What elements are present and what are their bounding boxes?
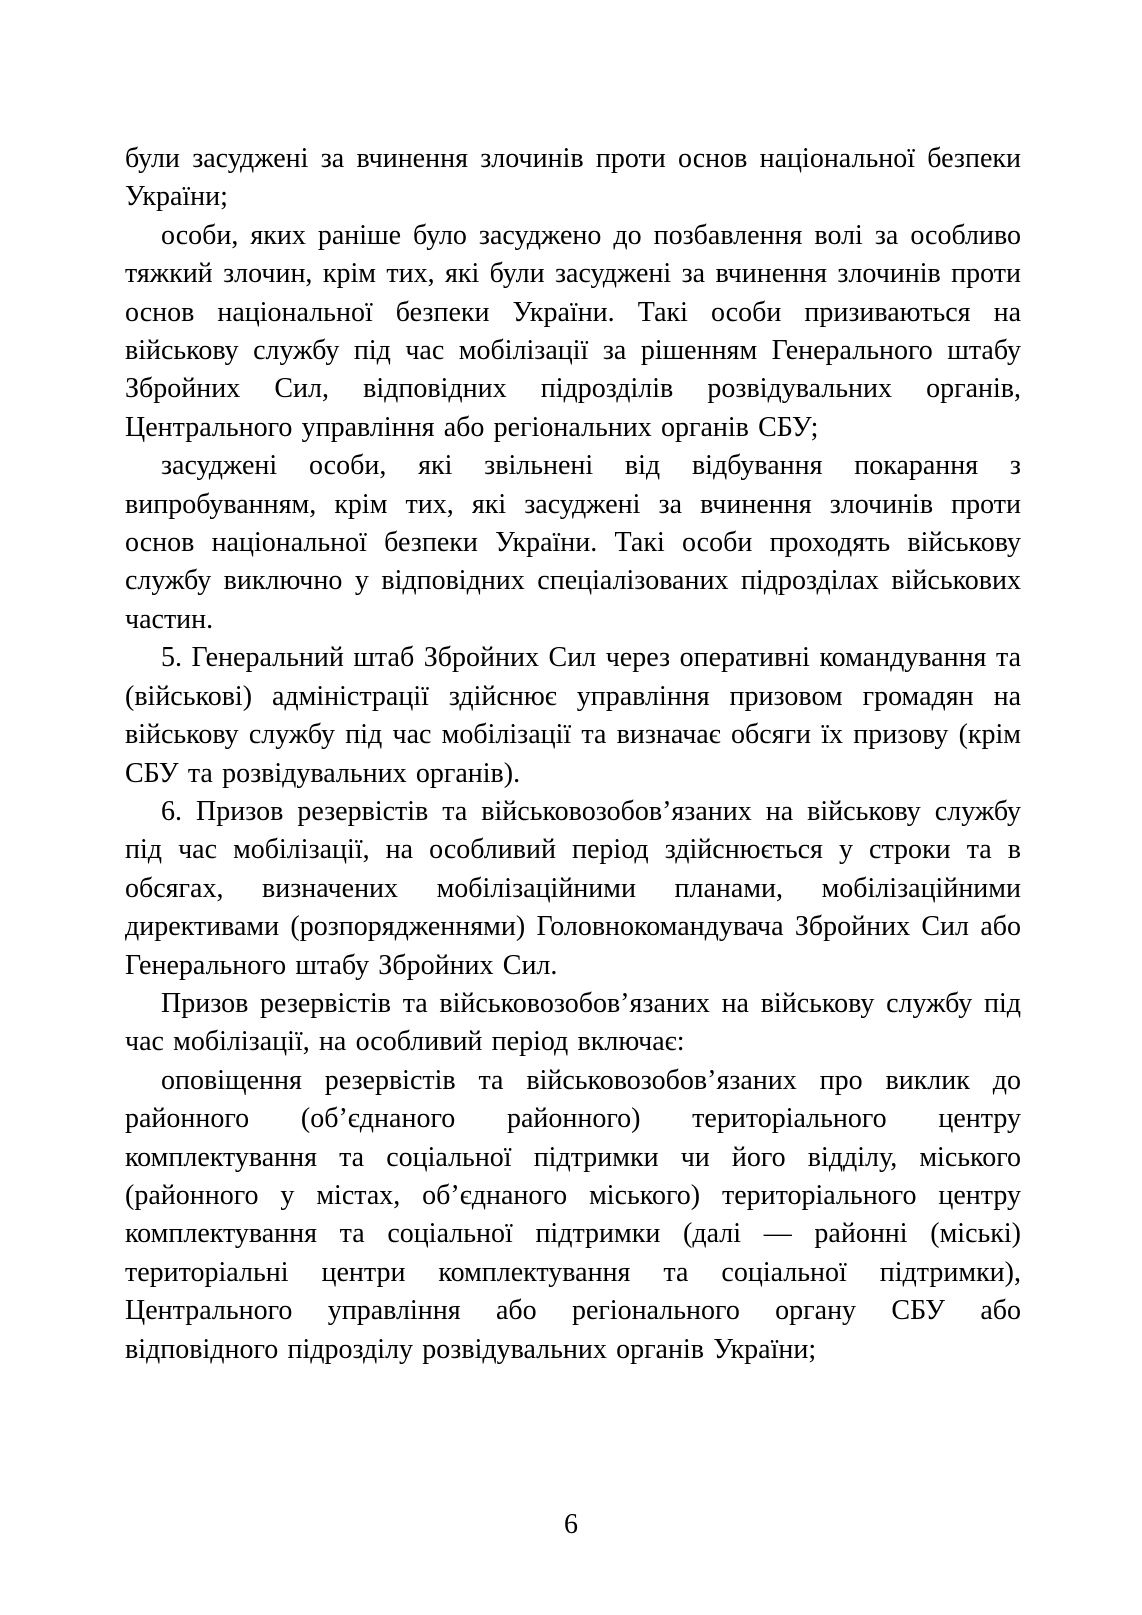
paragraph: засуджені особи, які звільнені від відбування покарання з випробуванням, крім тих, які засуджені за вчинення злочинів проти основ національної безпеки України. Такі особи проходять військову службу виключно у відповідних спеціалізованих підрозділах військових частин.	[125, 450, 1021, 635]
paragraph: були засуджені за вчинення злочинів проти основ національної безпеки України;	[125, 143, 1021, 213]
paragraph: 5. Генеральний штаб Збройних Сил через оперативні командування та (військові) адміністрації здійснює управління призовом громадян на військову службу під час мобілізації та визначає обсяги їх призову (крім СБУ та розвідувальних органів).	[125, 642, 1021, 789]
paragraph: 6. Призов резервістів та військовозобов’язаних на військову службу під час мобілізації, на особливий період здійснюється у строки та в обсягах, визначених мобілізаційними планами, мобілізаційними директивами (розпорядженнями) Головнокомандувача Збройних Сил або Генерального штабу Збройних Сил.	[125, 795, 1021, 981]
page-number: 6	[564, 1509, 578, 1540]
paragraph: Призов резервістів та військовозобов’язаних на військову службу під час мобілізації, на особливий період включає:	[125, 987, 1021, 1058]
paragraph: оповіщення резервістів та військовозобов’язаних про виклик до районного (об’єднаного районного) територіального центру комплектування та соціальної підтримки чи його відділу, міського (районного у містах, об’єднаного міського) територіального центру комплектування та соціальної підтримки (далі — районні (міські) територіальні центри комплектування та соціальної підтримки), Центрального управління або регіонального органу СБУ або відповідного підрозділу розвідувальних органів України;	[125, 1064, 1021, 1365]
paragraph: особи, яких раніше було засуджено до позбавлення волі за особливо тяжкий злочин, крім тих, які були засуджені за вчинення злочинів проти основ національної безпеки України. Такі особи призиваються на військову службу під час мобілізації за рішенням Генерального штабу Збройних Сил, відповідних підрозділів розвідувальних органів, Центрального управління або регіональних органів СБУ;	[125, 219, 1021, 443]
page-body-text	[125, 140, 1021, 1369]
